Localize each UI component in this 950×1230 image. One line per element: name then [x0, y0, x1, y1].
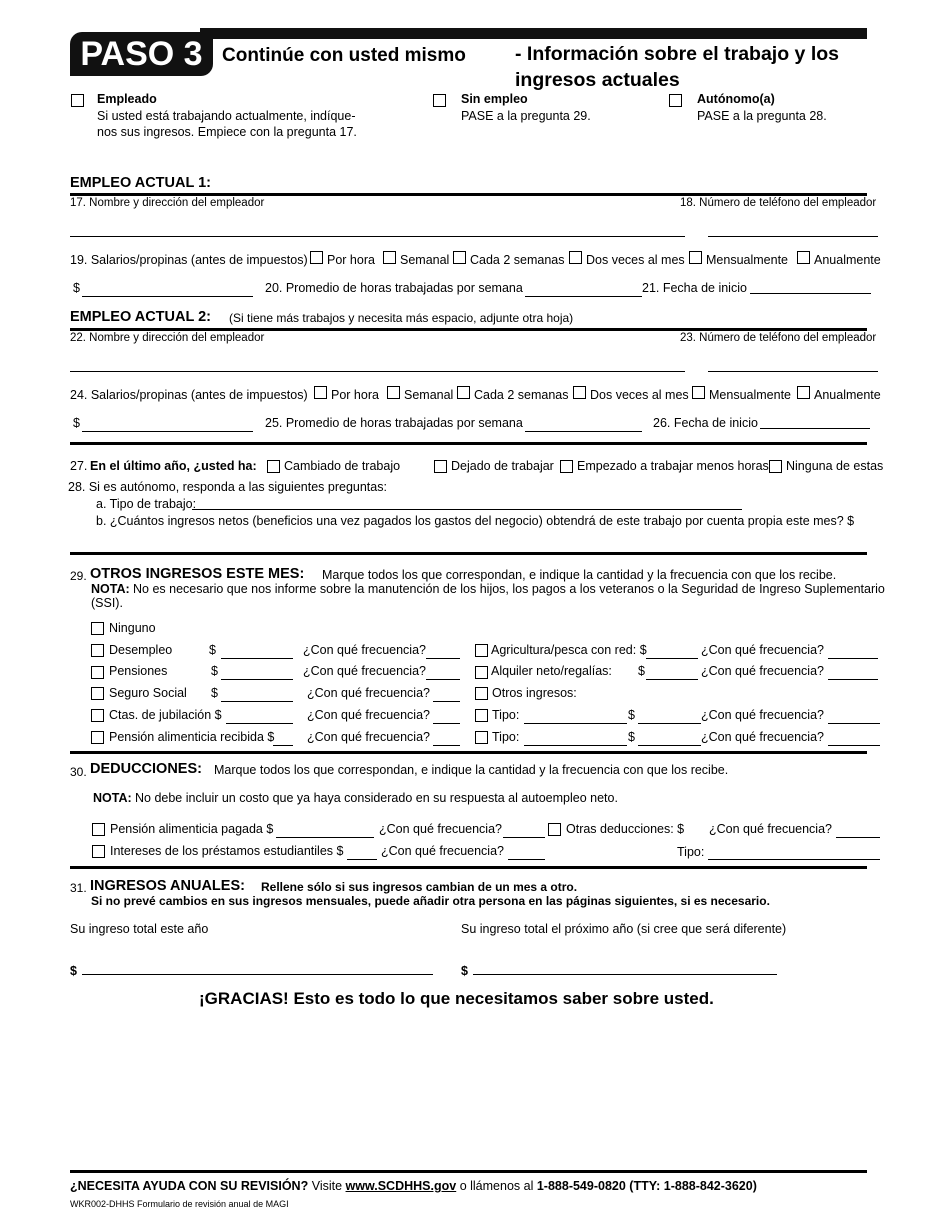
q29-desc: Marque todos los que correspondan, e indique la cantidad y la frecuencia con que los recibe.	[322, 568, 837, 582]
freq-question: ¿Con qué frecuencia?	[701, 643, 824, 657]
dollar-sign: $	[638, 664, 645, 678]
q25-label: 25. Promedio de horas trabajadas por semana	[265, 416, 523, 430]
q20-hours-field[interactable]	[525, 296, 642, 297]
q21-label: 21. Fecha de inicio	[642, 281, 747, 295]
dollar-sign: $	[461, 964, 468, 978]
desempleo-checkbox[interactable]	[91, 644, 104, 657]
empleado-desc-1: Si usted está trabajando actualmente, indíque-	[97, 109, 356, 123]
q27-cambiado-checkbox[interactable]	[267, 460, 280, 473]
prestamos-freq-field[interactable]	[508, 859, 545, 860]
freq-question: ¿Con qué frecuencia?	[307, 708, 430, 722]
q27-question: En el último año, ¿usted ha:	[90, 459, 257, 473]
q27-num: 27.	[70, 459, 88, 473]
q30-nota-text: No debe incluir un costo que ya haya considerado en su respuesta al autoempleo neto.	[135, 791, 618, 805]
pensiones-checkbox[interactable]	[91, 666, 104, 679]
dollar-sign: $	[211, 664, 218, 678]
q31-num: 31.	[70, 881, 87, 895]
autonomo-label: Autónomo(a)	[697, 92, 775, 106]
q30-desc: Marque todos los que correspondan, e indique la cantidad y la frecuencia con que los recibe.	[214, 763, 729, 777]
freq-question: ¿Con qué frecuencia?	[303, 664, 426, 678]
q28a-field[interactable]	[192, 509, 742, 510]
q19-cada2-label: Cada 2 semanas	[470, 253, 565, 267]
income-this-year-label: Su ingreso total este año	[70, 922, 209, 936]
sin-empleo-desc: PASE a la pregunta 29.	[461, 109, 591, 123]
autonomo-desc: PASE a la pregunta 28.	[697, 109, 827, 123]
employer1-phone-field[interactable]	[708, 236, 878, 237]
q25-hours-field[interactable]	[525, 431, 642, 432]
dollar-sign: $	[209, 643, 216, 657]
seguro-social-label: Seguro Social	[109, 686, 187, 700]
alquiler-freq-field[interactable]	[828, 679, 878, 680]
agricultura-amount-field[interactable]	[646, 658, 698, 659]
freq-question: ¿Con qué frecuencia?	[307, 686, 430, 700]
empleo2-heading: EMPLEO ACTUAL 2:	[70, 309, 211, 325]
q29-heading: OTROS INGRESOS ESTE MES:	[90, 566, 305, 582]
dollar-sign: $	[73, 416, 80, 430]
q29-nota-text: No es necesario que nos informe sobre la manutención de los hijos, los pagos a los veteranos o la Seguridad de Ingreso Suplementario	[133, 582, 885, 596]
q21-start-date-field[interactable]	[750, 293, 871, 294]
q24-mensual-checkbox[interactable]	[692, 386, 705, 399]
jubilacion-label: Ctas. de jubilación $	[109, 708, 222, 722]
footer-help-heading: ¿NECESITA AYUDA CON SU REVISIÓN?	[70, 1179, 309, 1193]
q24-semanal-checkbox[interactable]	[387, 386, 400, 399]
form-id: WKR002-DHHS Formulario de revisión anual de MAGI	[70, 1199, 289, 1209]
q24-anual-checkbox[interactable]	[797, 386, 810, 399]
footer-help	[70, 1179, 757, 1193]
q30-nota-label: NOTA:	[93, 791, 132, 805]
otras-deducciones-label: Otras deducciones: $	[566, 822, 685, 836]
pension-recibida-label: Pensión alimenticia recibida $	[109, 730, 275, 744]
pension-recibida-freq-field[interactable]	[433, 745, 460, 746]
sin-empleo-label: Sin empleo	[461, 92, 528, 106]
pensiones-freq-field[interactable]	[426, 679, 460, 680]
q31-instruction-2: Si no prevé cambios en sus ingresos mensuales, puede añadir otra persona en las páginas siguientes, si es necesario.	[91, 894, 770, 908]
freq-question: ¿Con qué frecuencia?	[701, 664, 824, 678]
income-next-year-label: Su ingreso total el próximo año (si cree que será diferente)	[461, 922, 787, 936]
prestamos-label: Intereses de los préstamos estudiantiles $	[110, 844, 344, 858]
otros-tipo2-amount-field[interactable]	[638, 745, 701, 746]
q27-ninguna-checkbox[interactable]	[769, 460, 782, 473]
q31-heading: INGRESOS ANUALES:	[90, 878, 245, 894]
header-bar	[200, 28, 867, 39]
q30-num: 30.	[70, 765, 87, 779]
q20-label: 20. Promedio de horas trabajadas por semana	[265, 281, 523, 295]
q27-ninguna-label: Ninguna de estas	[786, 459, 884, 473]
freq-question: ¿Con qué frecuencia?	[307, 730, 430, 744]
otros-tipo1-freq-field[interactable]	[828, 723, 880, 724]
desempleo-freq-field[interactable]	[426, 658, 460, 659]
thanks-message: ¡GRACIAS! Esto es todo lo que necesitamos saber sobre usted.	[199, 989, 714, 1008]
q19-dos-veces-checkbox[interactable]	[569, 251, 582, 264]
q27-menos-horas-checkbox[interactable]	[560, 460, 573, 473]
seguro-social-checkbox[interactable]	[91, 687, 104, 700]
q29-nota-text-2: (SSI).	[91, 596, 123, 610]
pension-pagada-checkbox[interactable]	[92, 823, 105, 836]
freq-question: ¿Con qué frecuencia?	[303, 643, 426, 657]
scdhhs-link[interactable]: www.SCDHHS.gov	[345, 1179, 457, 1193]
q29-num: 29.	[70, 569, 87, 583]
q28a-label: a. Tipo de trabajo:	[96, 497, 197, 511]
divider	[70, 442, 867, 445]
seguro-social-amount-field[interactable]	[221, 701, 293, 702]
q19-por-hora-label: Por hora	[327, 253, 375, 267]
q24-dos-veces-label: Dos veces al mes	[590, 388, 689, 402]
ninguno-label: Ninguno	[109, 621, 156, 635]
q24-mensual-label: Mensualmente	[709, 388, 791, 402]
q19-mensual-checkbox[interactable]	[689, 251, 702, 264]
divider	[70, 552, 867, 555]
q19-anual-label: Anualmente	[814, 253, 881, 267]
q19-dos-veces-label: Dos veces al mes	[586, 253, 685, 267]
q24-anual-label: Anualmente	[814, 388, 881, 402]
desempleo-amount-field[interactable]	[221, 658, 293, 659]
agricultura-label: Agricultura/pesca con red: $	[491, 643, 647, 657]
divider	[70, 751, 867, 754]
q27-dejado-checkbox[interactable]	[434, 460, 447, 473]
q27-menos-horas-label: Empezado a trabajar menos horas	[577, 459, 769, 473]
q28b-label: b. ¿Cuántos ingresos netos (beneficios una vez pagados los gastos del negocio) obtendrá de este trabajo por cuenta propia este mes? $	[96, 514, 855, 528]
dollar-sign: $	[73, 281, 80, 295]
employer2-phone-field[interactable]	[708, 371, 878, 372]
jubilacion-checkbox[interactable]	[91, 709, 104, 722]
pension-recibida-amount-field[interactable]	[273, 745, 293, 746]
q24-por-hora-label: Por hora	[331, 388, 379, 402]
q22-label: 22. Nombre y dirección del empleador	[70, 332, 265, 344]
prestamos-amount-field[interactable]	[347, 859, 377, 860]
pension-pagada-amount-field[interactable]	[276, 837, 374, 838]
divider	[70, 193, 867, 196]
freq-question: ¿Con qué frecuencia?	[709, 822, 832, 836]
q24-cada2-checkbox[interactable]	[457, 386, 470, 399]
otros-tipo2-freq-field[interactable]	[828, 745, 880, 746]
otros-ingresos-checkbox[interactable]	[475, 687, 488, 700]
q27-dejado-label: Dejado de trabajar	[451, 459, 554, 473]
divider	[70, 866, 867, 869]
q18-label: 18. Número de teléfono del empleador	[680, 197, 877, 209]
footer-divider	[70, 1170, 867, 1173]
q24-semanal-label: Semanal	[404, 388, 454, 402]
freq-question: ¿Con qué frecuencia?	[381, 844, 504, 858]
q19-mensual-label: Mensualmente	[706, 253, 788, 267]
otras-deducciones-tipo-field[interactable]	[708, 859, 880, 860]
otros-tipo2-field[interactable]	[524, 745, 627, 746]
otros-tipo1-checkbox[interactable]	[475, 709, 488, 722]
q24-por-hora-checkbox[interactable]	[314, 386, 327, 399]
income-this-year-field[interactable]	[82, 974, 433, 975]
step-subtitle: Continúe con usted mismo	[222, 45, 466, 66]
footer-visite: Visite	[311, 1179, 343, 1193]
q19-label: 19. Salarios/propinas (antes de impuestos)	[70, 253, 308, 267]
q26-label: 26. Fecha de inicio	[653, 416, 758, 430]
employer1-name-field[interactable]	[70, 236, 685, 237]
jubilacion-amount-field[interactable]	[226, 723, 293, 724]
alquiler-checkbox[interactable]	[475, 666, 488, 679]
tipo-label: Tipo:	[492, 730, 520, 744]
tipo-label: Tipo:	[677, 845, 705, 859]
q19-amount-field[interactable]	[82, 296, 253, 297]
page-title-line1: - Información sobre el trabajo y los	[515, 43, 839, 65]
q19-anual-checkbox[interactable]	[797, 251, 810, 264]
q31-instruction-1: Rellene sólo si sus ingresos cambian de un mes a otro.	[261, 880, 578, 894]
otros-ingresos-label: Otros ingresos:	[492, 686, 577, 700]
prestamos-checkbox[interactable]	[92, 845, 105, 858]
dollar-sign: $	[70, 964, 77, 978]
q28-label: 28. Si es autónomo, responda a las siguientes preguntas:	[68, 480, 387, 494]
q27-cambiado-label: Cambiado de trabajo	[284, 459, 401, 473]
pensiones-label: Pensiones	[109, 664, 168, 678]
q24-label: 24. Salarios/propinas (antes de impuestos)	[70, 388, 308, 402]
desempleo-label: Desempleo	[109, 643, 173, 657]
q24-cada2-label: Cada 2 semanas	[474, 388, 569, 402]
employer2-name-field[interactable]	[70, 371, 685, 372]
q26-start-date-field[interactable]	[760, 428, 870, 429]
tipo-label: Tipo:	[492, 708, 520, 722]
q19-semanal-label: Semanal	[400, 253, 450, 267]
q19-por-hora-checkbox[interactable]	[310, 251, 323, 264]
otros-tipo1-amount-field[interactable]	[638, 723, 701, 724]
empleado-label: Empleado	[97, 92, 157, 106]
otros-tipo1-field[interactable]	[524, 723, 627, 724]
otros-tipo2-checkbox[interactable]	[475, 731, 488, 744]
autonomo-checkbox[interactable]	[669, 94, 682, 107]
page-title-line2: ingresos actuales	[515, 69, 680, 91]
pension-pagada-label: Pensión alimenticia pagada $	[110, 822, 274, 836]
empleo1-heading: EMPLEO ACTUAL 1:	[70, 175, 211, 191]
freq-question: ¿Con qué frecuencia?	[701, 708, 824, 722]
dollar-sign: $	[628, 730, 635, 744]
q23-label: 23. Número de teléfono del empleador	[680, 332, 877, 344]
empleado-desc-2: nos sus ingresos. Empiece con la pregunta 17.	[97, 125, 357, 139]
empleo2-note: (Si tiene más trabajos y necesita más espacio, adjunte otra hoja)	[229, 311, 574, 325]
dollar-sign: $	[211, 686, 218, 700]
freq-question: ¿Con qué frecuencia?	[701, 730, 824, 744]
agricultura-checkbox[interactable]	[475, 644, 488, 657]
seguro-social-freq-field[interactable]	[433, 701, 460, 702]
divider	[70, 328, 867, 331]
q24-dos-veces-checkbox[interactable]	[573, 386, 586, 399]
pensiones-amount-field[interactable]	[221, 679, 293, 680]
freq-question: ¿Con qué frecuencia?	[379, 822, 502, 836]
alquiler-amount-field[interactable]	[646, 679, 698, 680]
income-next-year-field[interactable]	[473, 974, 777, 975]
ninguno-checkbox[interactable]	[91, 622, 104, 635]
q29-nota-label: NOTA:	[91, 582, 130, 596]
q19-semanal-checkbox[interactable]	[383, 251, 396, 264]
footer-phone: 1-888-549-0820 (TTY: 1-888-842-3620)	[536, 1179, 757, 1193]
jubilacion-freq-field[interactable]	[433, 723, 460, 724]
step-badge: PASO 3	[70, 32, 213, 76]
footer-call: o llámenos al	[459, 1179, 534, 1193]
q17-label: 17. Nombre y dirección del empleador	[70, 197, 265, 209]
otras-deducciones-checkbox[interactable]	[548, 823, 561, 836]
pension-recibida-checkbox[interactable]	[91, 731, 104, 744]
alquiler-label: Alquiler neto/regalías:	[491, 664, 612, 678]
q30-heading: DEDUCCIONES:	[90, 761, 202, 777]
empleado-checkbox[interactable]	[71, 94, 84, 107]
agricultura-freq-field[interactable]	[828, 658, 878, 659]
dollar-sign: $	[628, 708, 635, 722]
q24-amount-field[interactable]	[82, 431, 253, 432]
sin-empleo-checkbox[interactable]	[433, 94, 446, 107]
q19-cada2-checkbox[interactable]	[453, 251, 466, 264]
pension-pagada-freq-field[interactable]	[503, 837, 545, 838]
otras-deducciones-freq-field[interactable]	[836, 837, 880, 838]
